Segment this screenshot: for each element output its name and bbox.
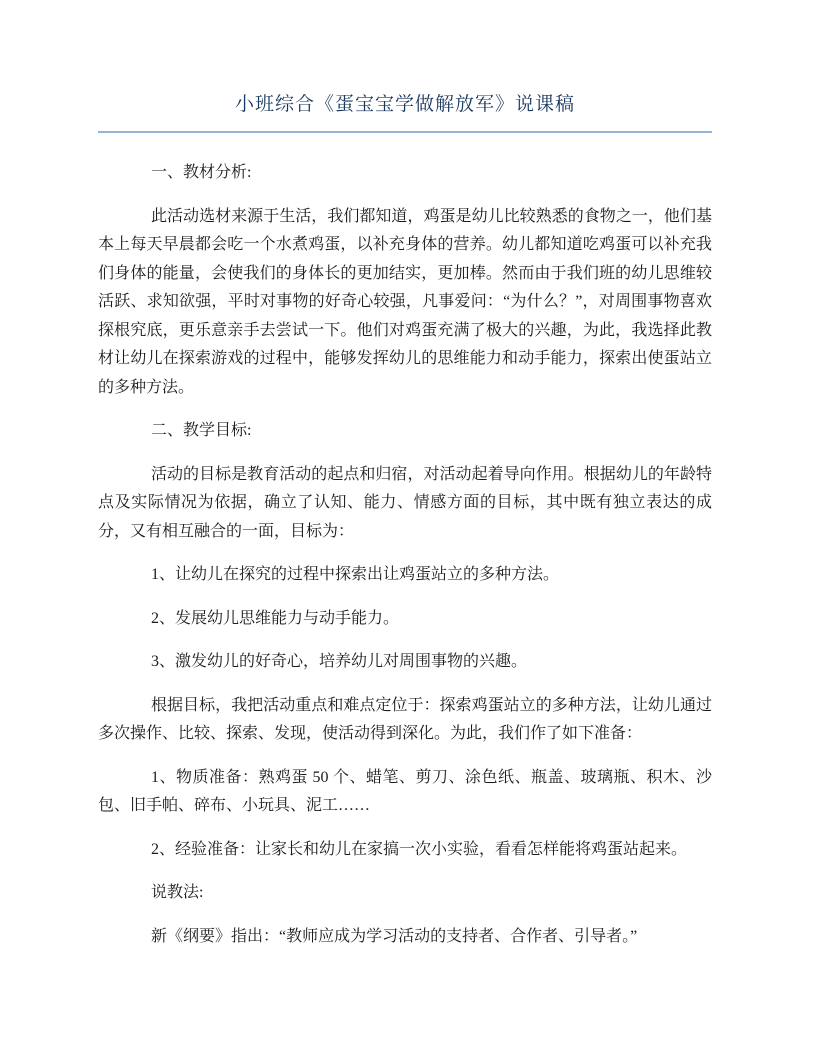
paragraph-goals-intro: 活动的目标是教育活动的起点和归宿，对活动起着导向作用。根据幼儿的年龄特点及实际情况为依据，确立了认知、能力、情感方面的目标，其中既有独立表达的成分，又有相互融合的一面，目标为：: [98, 465, 712, 540]
section-heading-teaching-goals: 二、教学目标:: [151, 422, 252, 439]
paragraph-focus-and-difficulty: 根据目标，我把活动重点和难点定位于：探索鸡蛋站立的多种方法，让幼儿通过多次操作、比较、探索、发现，使活动得到深化。为此，我们作了如下准备：: [98, 696, 712, 742]
list-item-goal-2: 2、发展幼儿思维能力与动手能力。: [151, 609, 400, 627]
list-item-goal-1: 1、让幼儿在探究的过程中探索出让鸡蛋站立的多种方法。: [151, 566, 560, 583]
paragraph-outline-quote: 新《纲要》指出：“教师应成为学习活动的支持者、合作者、引导者。”: [151, 927, 638, 945]
paragraph-material-analysis: 此活动选材来源于生活，我们都知道，鸡蛋是幼儿比较熟悉的食物之一，他们基本上每天早晨都会吃一个水煮鸡蛋，以补充身体的营养。幼儿都知道吃鸡蛋可以补充我们身体的能量，会使我们的身体长的更加结实，更加棒。然而由于我们班的幼儿思维较活跃、求知欲强，平时对事物的好奇心较强，凡事爱问：“为什么？”，对周围事物喜欢探根究底，更乐意亲手去尝试一下。他们对鸡蛋充满了极大的兴趣，为此，我选择此教材让幼儿在探索游戏的过程中，能够发挥幼儿的思维能力和动手能力，探索出使蛋站立的多种方法。: [98, 207, 712, 396]
list-item-experience-preparation: 2、经验准备：让家长和幼儿在家搞一次小实验，看看怎样能将鸡蛋站起来。: [151, 840, 688, 858]
document-title: 小班综合《蛋宝宝学做解放军》说课稿: [98, 92, 712, 133]
list-item-goal-3: 3、激发幼儿的好奇心，培养幼儿对周围事物的兴趣。: [151, 653, 528, 670]
list-item-material-preparation: 1、物质准备：熟鸡蛋 50 个、蜡笔、剪刀、涂色纸、瓶盖、玻璃瓶、积木、沙包、旧手帕、碎布、小玩具、泥工……: [98, 768, 712, 814]
section-heading-material-analysis: 一、教材分析:: [151, 164, 252, 181]
section-heading-teaching-method: 说教法:: [151, 884, 204, 901]
